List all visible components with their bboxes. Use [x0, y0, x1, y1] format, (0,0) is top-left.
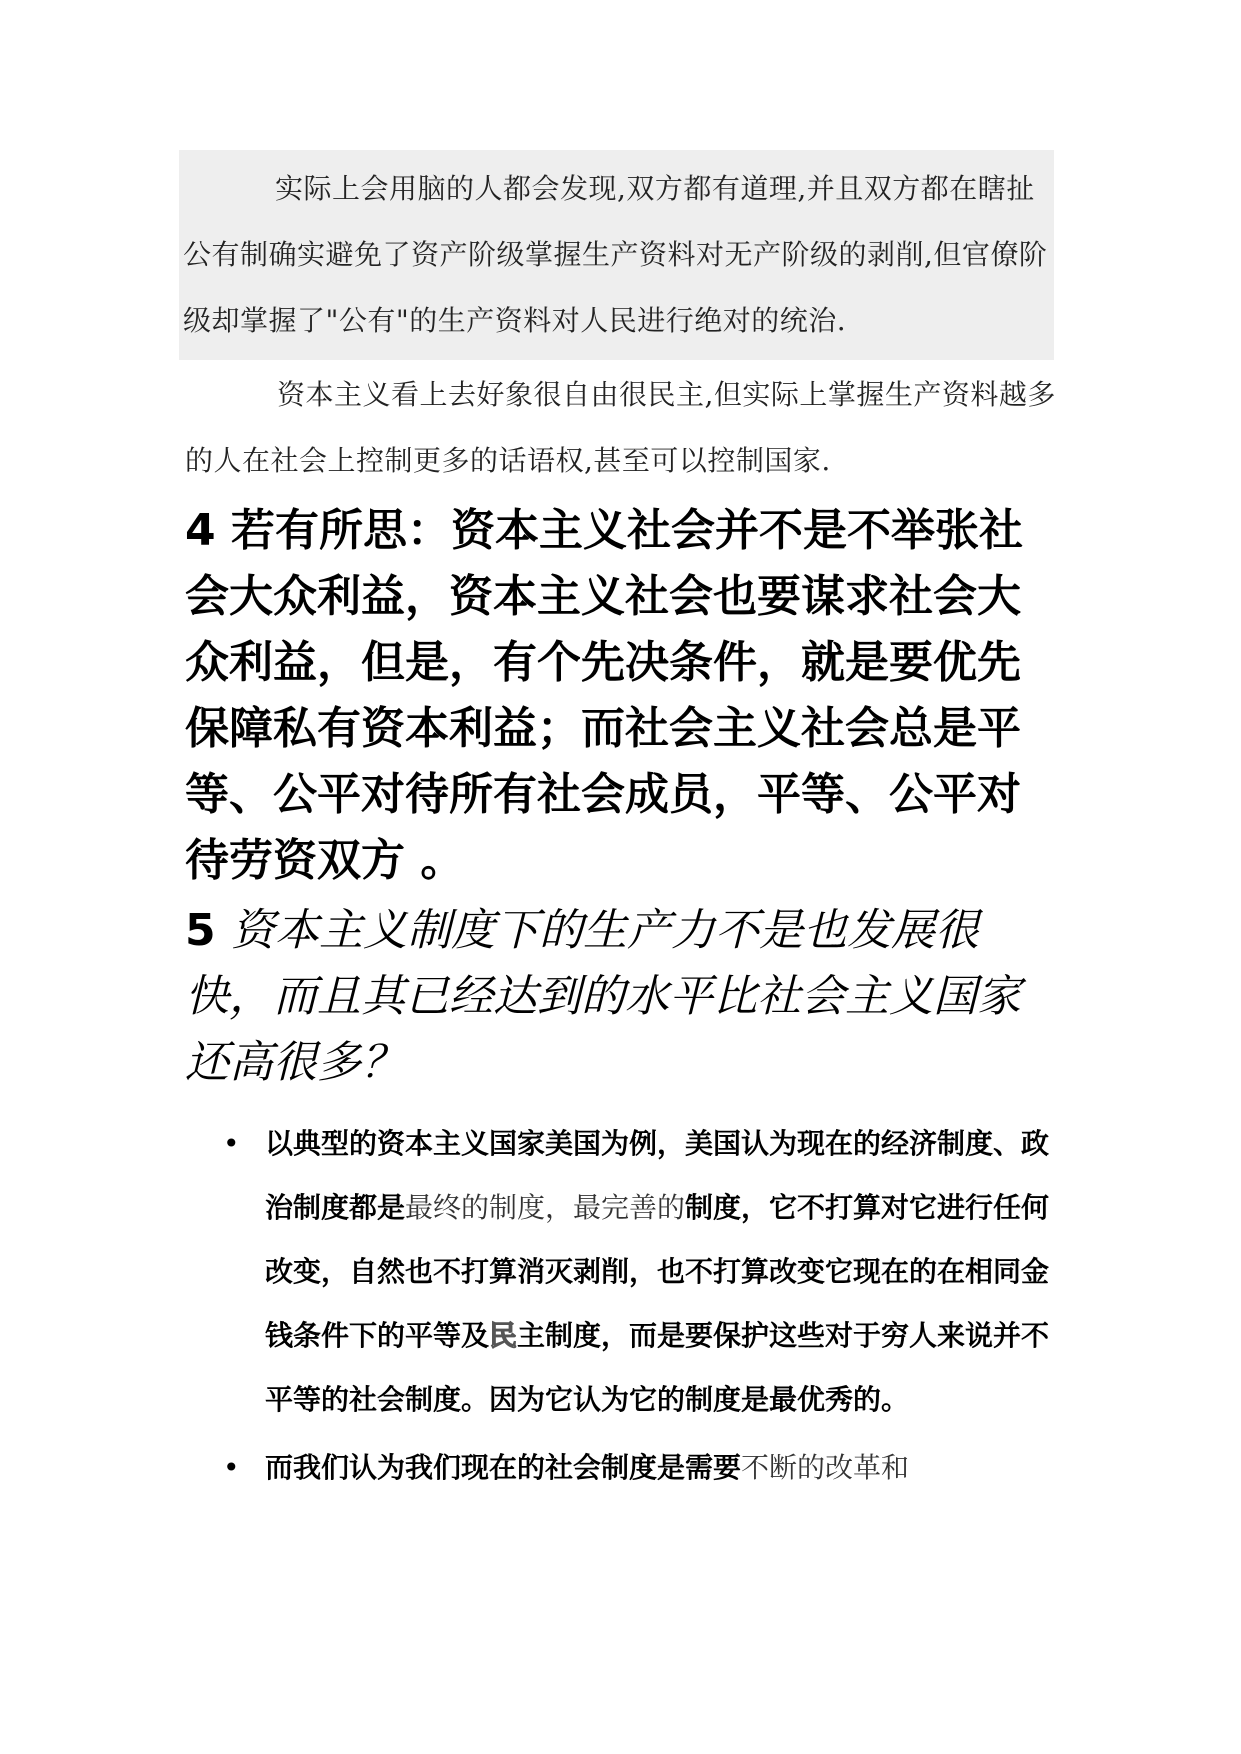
heading-5-number: 5 — [185, 905, 216, 956]
bullet-1-part2: 制度，它不打算对它进行任何改变，自然也不打算消灭剥削，也不打算改变它现在的在相同金钱条件下的平等及 — [265, 1191, 1050, 1352]
list-item — [185, 1436, 1060, 1500]
heading-4-number: 4 — [185, 505, 216, 556]
bullet-icon: • — [223, 1127, 240, 1160]
heading-4-text: 若有所思：资本主义社会并不是不举张社会大众利益，资本主义社会也要谋求社会大众利益，但是，有个先决条件，就是要优先保障私有资本利益；而社会主义社会总是平等、公平对待所有社会成员，平等、公平对待劳资双方 。 — [185, 505, 1023, 886]
bullet-2-light: 不断的改革和 — [741, 1451, 910, 1484]
shaded-paragraph-block — [179, 150, 1054, 360]
bullet-1-light: 最终的制度，最完善的 — [405, 1191, 686, 1224]
bullet-list — [185, 1112, 1060, 1500]
heading-5 — [185, 898, 1060, 1096]
bullet-1-part3: 主制度，而是要保护这些对于穷人来说并不平等的社会制度。因为它认为它的制度是最优秀的。 — [265, 1319, 1050, 1416]
list-item — [185, 1112, 1060, 1432]
bullet-1-part1: 以典型的资本主义国家美国为例，美国认为现在的经济制度、政治制度都是 — [265, 1127, 1050, 1224]
document-page — [185, 150, 1060, 1504]
paragraph-capitalism: 资本主义看上去好象很自由很民主,但实际上掌握生产资料越多的人在社会上控制更多的话语权,甚至可以控制国家. — [185, 378, 1056, 477]
bullet-2-part1: 而我们认为我们现在的社会制度是需要 — [265, 1451, 742, 1484]
bullet-icon: • — [223, 1451, 240, 1484]
heading-4 — [185, 498, 1060, 894]
heading-5-text: 资本主义制度下的生产力不是也发展很快，而且其已经达到的水平比社会主义国家还高很多？ — [185, 905, 1021, 1088]
bullet-1-outline-char: 民 — [489, 1319, 518, 1352]
paragraph-shaded: 实际上会用脑的人都会发现,双方都有道理,并且双方都在瞎扯公有制确实避免了资产阶级掌握生产资料对无产阶级的剥削,但官僚阶级却掌握了"公有"的生产资料对人民进行绝对的统治. — [183, 172, 1048, 337]
